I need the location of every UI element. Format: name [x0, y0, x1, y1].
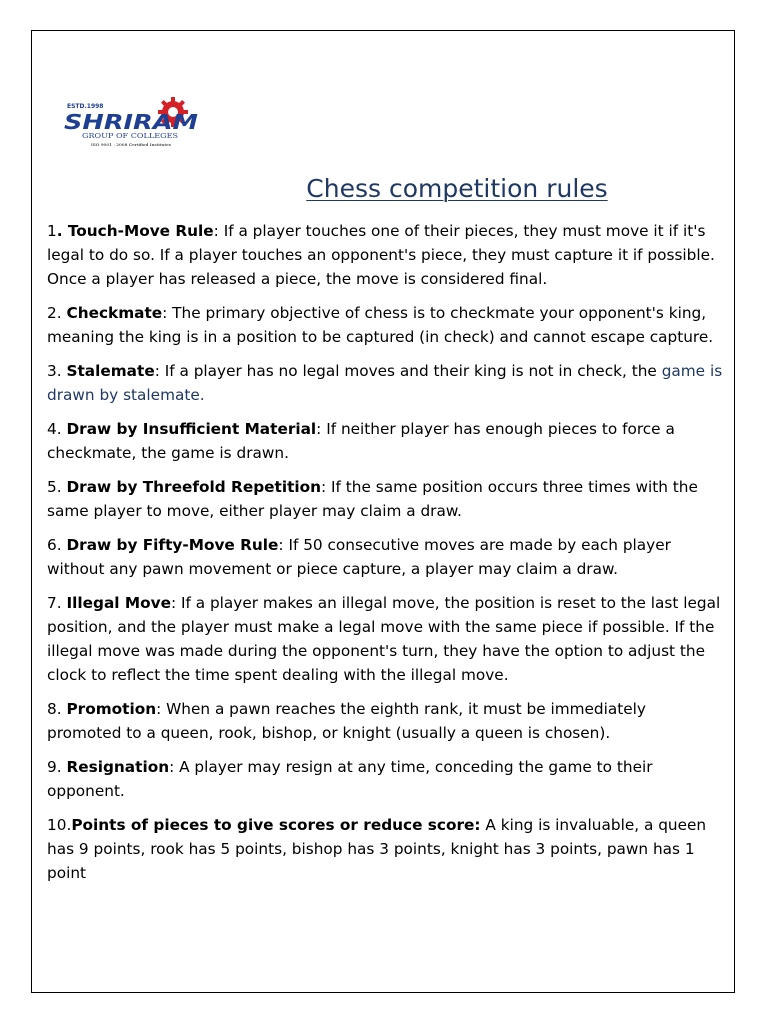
rule-name: Promotion: [66, 700, 157, 718]
rule-item: [47, 591, 725, 687]
rule-number: 7.: [47, 594, 67, 612]
logo-group: GROUP OF COLLEGES: [82, 132, 178, 140]
logo-estd: ESTD.1998: [67, 103, 104, 110]
rule-number: 5.: [47, 478, 67, 496]
rule-text: A king is invaluable, a queen has 9 points, rook has 5 points, bishop has 3 points, knight has 3 points, pawn has 1 point: [47, 816, 707, 882]
rule-name: Draw by Fifty-Move Rule: [66, 536, 279, 554]
rule-number: 3.: [47, 362, 67, 380]
logo-iso: ISO 9001 : 2008 Certified Institutes: [91, 143, 172, 147]
rule-text: : A player may resign at any time, conceding the game to their opponent.: [47, 758, 653, 800]
rule-item: [47, 301, 725, 349]
rule-text: : If 50 consecutive moves are made by each player without any pawn movement or piece capture, a player may claim a draw.: [47, 536, 671, 578]
rule-name: Stalemate: [66, 362, 155, 380]
logo-name: SHRIRAM: [64, 110, 199, 134]
rule-text: : The primary objective of chess is to checkmate your opponent's king, meaning the king is in a position to be captured (in check) and cannot escape capture.: [47, 304, 714, 346]
rule-name: Checkmate: [66, 304, 163, 322]
rule-name: Resignation: [66, 758, 170, 776]
rules-list: [47, 219, 725, 895]
rule-number: 8.: [47, 700, 67, 718]
shriram-logo: [62, 96, 204, 152]
rule-name: Draw by Threefold Repetition: [66, 478, 322, 496]
rule-number: 2.: [47, 304, 67, 322]
shriram-logo-icon: [62, 96, 204, 152]
rule-name: Illegal Move: [66, 594, 171, 612]
rule-text: : If a player touches one of their pieces, they must move it if it's legal to do so. If a player touches an opponent's piece, they must capture it if possible. Once a player has released a piece, the move is considered final.: [47, 222, 715, 288]
page-title: Chess competition rules: [306, 174, 608, 203]
rule-number: 4.: [47, 420, 67, 438]
rule-number: 10.: [47, 816, 72, 834]
rule-text: : If the same position occurs three times with the same player to move, either player may claim a draw.: [47, 478, 698, 520]
rule-text: : If a player makes an illegal move, the position is reset to the last legal position, and the player must make a legal move with the same piece if possible. If the illegal move was made during the opponent's turn, they have the option to adjust the clock to reflect the time spent dealing with the illegal move.: [47, 594, 721, 684]
rule-text: : If neither player has enough pieces to force a checkmate, the game is drawn.: [47, 420, 675, 462]
rule-highlight: game is drawn by stalemate.: [47, 362, 723, 404]
rule-item: [47, 475, 725, 523]
rule-item: [47, 359, 725, 407]
rule-item: [47, 219, 725, 291]
rule-number: 9.: [47, 758, 67, 776]
rule-item: [47, 533, 725, 581]
rule-name: Points of pieces to give scores or reduce score:: [71, 816, 481, 834]
rule-text: : If a player has no legal moves and their king is not in check, the: [154, 362, 662, 380]
rule-name: Draw by Insufficient Material: [66, 420, 317, 438]
rule-text: : When a pawn reaches the eighth rank, it must be immediately promoted to a queen, rook, bishop, or knight (usually a queen is chosen).: [47, 700, 646, 742]
rule-number: 1: [47, 222, 57, 240]
rule-item: [47, 813, 725, 885]
rule-item: [47, 417, 725, 465]
rule-name: . Touch-Move Rule: [56, 222, 214, 240]
rule-item: [47, 755, 725, 803]
rule-number: 6.: [47, 536, 67, 554]
rule-item: [47, 697, 725, 745]
